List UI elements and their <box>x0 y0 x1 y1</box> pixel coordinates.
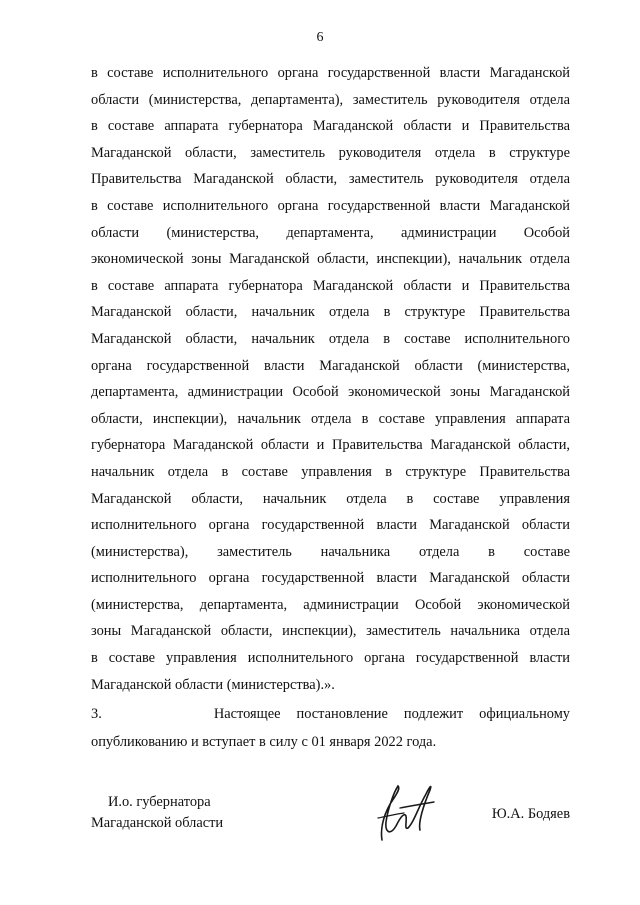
paragraph-3-line-1: 3. Настоящее постановление подлежит официальному <box>91 706 570 722</box>
paragraph-3 <box>91 700 570 756</box>
body-line: губернатора Магаданской области и Правительства Магаданской области, <box>91 437 570 454</box>
body-line: начальник отдела в составе управления в структуре Правительства <box>91 463 570 480</box>
signatory-name: Ю.А. Бодяев <box>491 806 570 822</box>
body-line: области (министерства, департамента, администрации Особой <box>91 224 570 241</box>
signatory-title-line-1: И.о. губернатора <box>108 794 211 810</box>
body-line: исполнительного органа государственной власти Магаданской области <box>91 570 570 587</box>
body-line: в составе исполнительного органа государственной власти Магаданской <box>91 65 570 81</box>
handwritten-signature <box>360 778 440 848</box>
body-line: области, инспекции), начальник отдела в составе управления аппарата <box>91 410 570 427</box>
body-line: Магаданской области (министерства).». <box>91 676 335 693</box>
body-line: Магаданской области, начальник отдела в составе управления <box>91 490 570 507</box>
body-line: Магаданской области, начальник отдела в составе исполнительного <box>91 330 570 347</box>
body-line: исполнительного органа государственной власти Магаданской области <box>91 517 570 534</box>
body-line: в составе аппарата губернатора Магаданской области и Правительства <box>91 277 570 294</box>
body-line: в составе управления исполнительного органа государственной власти <box>91 650 570 667</box>
page-number: 6 <box>316 30 324 45</box>
signatory-title <box>91 792 223 834</box>
body-line: (министерства, департамента, администрации Особой экономической <box>91 596 570 613</box>
body-line: департамента, администрации Особой экономической зоны Магаданской <box>91 384 570 401</box>
signatory-title-line-2: Магаданской области <box>91 815 224 831</box>
body-line: Магаданской области, заместитель руководителя отдела в структуре <box>91 144 570 161</box>
body-line: экономической зоны Магаданской области, инспекции), начальник отдела <box>91 251 570 268</box>
body-line: в составе аппарата губернатора Магаданской области и Правительства <box>91 118 570 135</box>
body-line: (министерства), заместитель начальника отдела в составе <box>91 543 570 560</box>
body-line: области (министерства, департамента), заместитель руководителя отдела <box>91 91 570 108</box>
body-line: зоны Магаданской области, инспекции), заместитель начальника отдела <box>91 623 570 640</box>
body-line: Правительства Магаданской области, заместитель руководителя отдела <box>91 171 570 188</box>
main-paragraph <box>91 60 570 698</box>
paragraph-3-line-2: опубликованию и вступает в силу с 01 января 2022 года. <box>91 734 437 750</box>
body-line: в составе исполнительного органа государственной власти Магаданской <box>91 197 570 214</box>
body-line: Магаданской области, начальник отдела в структуре Правительства <box>91 304 570 321</box>
body-line: органа государственной власти Магаданской области (министерства, <box>91 357 570 374</box>
